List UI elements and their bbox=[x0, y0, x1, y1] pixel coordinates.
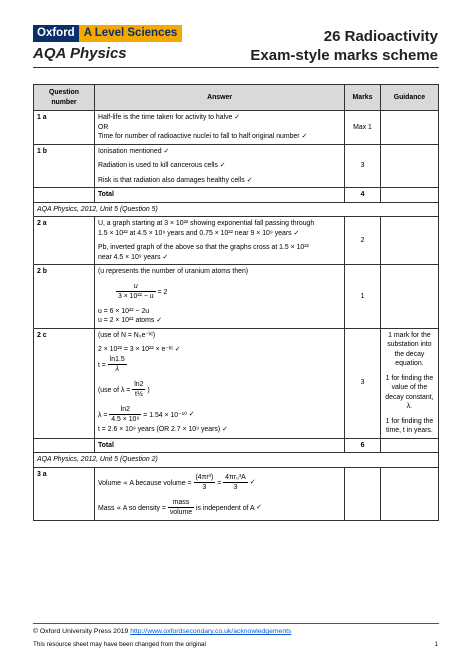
brand-oxford: Oxford bbox=[33, 25, 79, 42]
guidance-cell bbox=[380, 217, 438, 265]
fraction-numerator: (4πr³) bbox=[194, 473, 216, 484]
doc-title: Exam-style marks scheme bbox=[250, 47, 438, 64]
fraction-denominator: t½ bbox=[135, 391, 143, 398]
eq-rhs: ) bbox=[147, 386, 150, 394]
table-header-row bbox=[34, 85, 439, 111]
fraction-denominator: volume bbox=[169, 509, 193, 516]
copyright-text: © Oxford University Press 2019 bbox=[33, 628, 129, 635]
brand-logo bbox=[33, 25, 182, 42]
answer-cell bbox=[94, 144, 344, 188]
question-number: 1 a bbox=[34, 111, 95, 145]
page-number: 1 bbox=[434, 641, 438, 648]
answer-line: u = 2 × 10²² atoms ✓ bbox=[98, 316, 341, 326]
marks-cell: 3 bbox=[345, 328, 381, 438]
col-marks: Marks bbox=[345, 85, 381, 111]
source-label: AQA Physics, 2012, Unit 5 (Question 5) bbox=[34, 202, 439, 217]
answer-line: (use of N = N₀e⁻ᵏᵗ) bbox=[97, 331, 156, 339]
question-number: 2 b bbox=[34, 265, 95, 329]
fraction-numerator: mass bbox=[168, 498, 194, 509]
eq-lhs: Mass ∝ A so density = bbox=[97, 504, 166, 512]
col-question: Question number bbox=[34, 85, 95, 111]
fraction-numerator: u bbox=[116, 282, 156, 293]
fraction-denominator: λ bbox=[115, 366, 119, 373]
guidance-note: 1 for finding the time, t in years. bbox=[385, 417, 434, 434]
table-row bbox=[34, 144, 439, 188]
acknowledgements-link[interactable]: http://www.oxfordsecondary.co.uk/acknowledgements bbox=[130, 628, 292, 635]
total-row bbox=[34, 438, 439, 453]
answer-line: (u represents the number of uranium atoms then) bbox=[97, 268, 249, 275]
eq-rhs: = 1.54 × 10⁻¹⁰ ✓ bbox=[143, 411, 194, 418]
source-row bbox=[34, 453, 439, 468]
fraction-denominator: 3 × 10²² − u bbox=[117, 293, 154, 300]
guidance-cell bbox=[380, 265, 438, 329]
fraction-denominator: 3 bbox=[202, 484, 207, 491]
subject-title: AQA Physics bbox=[33, 45, 127, 62]
answer-line: OR bbox=[97, 123, 109, 131]
marks-cell: 2 bbox=[345, 217, 381, 265]
fraction-numerator: ln2 bbox=[109, 405, 141, 416]
table-row bbox=[34, 467, 439, 520]
answer-fraction-line bbox=[98, 282, 341, 302]
table-row bbox=[34, 265, 439, 329]
answer-cell bbox=[94, 265, 344, 329]
header-right bbox=[250, 27, 438, 65]
answer-line: t = 2.6 × 10⁹ years (OR 2.7 × 10⁹ years) ✓ bbox=[98, 425, 341, 435]
fraction-equals: = 2 bbox=[157, 288, 168, 296]
eq-lhs: λ = bbox=[97, 411, 108, 419]
total-row bbox=[34, 188, 439, 203]
table-row bbox=[34, 328, 439, 438]
marks-scheme-table bbox=[33, 84, 439, 521]
answer-line: Ionisation mentioned ✓ bbox=[98, 147, 341, 157]
fraction-numerator: ln1.5 bbox=[108, 355, 127, 366]
source-label: AQA Physics, 2012, Unit 5 (Question 2) bbox=[34, 453, 439, 468]
footer-copyright bbox=[33, 628, 291, 635]
fraction-denominator: 3 bbox=[233, 484, 238, 491]
marks-cell bbox=[345, 467, 381, 520]
answer-fraction-line bbox=[98, 473, 341, 493]
col-answer: Answer bbox=[94, 85, 344, 111]
fraction-numerator: 4πr₀³A bbox=[223, 473, 248, 484]
marks-cell: 3 bbox=[345, 144, 381, 188]
marks-cell: Max 1 bbox=[345, 111, 381, 145]
marks-cell: 1 bbox=[345, 265, 381, 329]
question-number: 2 a bbox=[34, 217, 95, 265]
eq-lhs: t = bbox=[97, 361, 106, 369]
answer-line: u = 6 × 10²² − 2u bbox=[97, 307, 150, 315]
table-row bbox=[34, 111, 439, 145]
table-row bbox=[34, 217, 439, 265]
answer-cell bbox=[94, 328, 344, 438]
col-guidance: Guidance bbox=[380, 85, 438, 111]
answer-line: Time for number of radioactive nuclei to fall to half original number ✓ bbox=[98, 132, 341, 142]
guidance-note: 1 for finding the value of the decay constant, λ. bbox=[385, 374, 434, 410]
question-number: 3 a bbox=[34, 467, 95, 520]
header-divider bbox=[33, 67, 439, 68]
question-number: 2 c bbox=[34, 328, 95, 438]
brand-a-level-sciences: A Level Sciences bbox=[79, 25, 183, 42]
total-marks: 6 bbox=[345, 438, 381, 453]
guidance-note: 1 mark for the substation into the decay equation. bbox=[387, 331, 432, 367]
eq-lhs: (use of λ = bbox=[97, 386, 131, 394]
fraction-denominator: 4.5 × 10⁹ bbox=[111, 416, 140, 423]
answer-line: Pb, inverted graph of the above so that the graphs cross at 1.5 × 10²² bbox=[97, 244, 309, 251]
guidance-cell bbox=[380, 111, 438, 145]
answer-fraction-line bbox=[98, 498, 341, 518]
answer-line: 1.5 × 10²² at 4.5 × 10⁹ years and 0.75 × 10²² near 9 × 10⁹ years ✓ bbox=[98, 229, 341, 239]
eq-mid: = bbox=[217, 479, 222, 487]
answer-line: 2 × 10²² = 3 × 10²² × e⁻ᵏᵗ ✓ bbox=[98, 345, 341, 355]
answer-cell bbox=[94, 467, 344, 520]
chapter-title: 26 Radioactivity bbox=[323, 28, 438, 45]
answer-line: near 4.5 × 10⁹ years ✓ bbox=[98, 253, 341, 263]
total-marks: 4 bbox=[345, 188, 381, 203]
answer-cell bbox=[94, 111, 344, 145]
source-row bbox=[34, 202, 439, 217]
eq-rhs: is independent of A ✓ bbox=[196, 504, 262, 511]
question-number: 1 b bbox=[34, 144, 95, 188]
answer-cell bbox=[94, 217, 344, 265]
answer-fraction-line bbox=[98, 405, 341, 425]
answer-fraction-line bbox=[98, 355, 341, 375]
total-label: Total bbox=[94, 438, 344, 453]
answer-line: Risk is that radiation also damages healthy cells ✓ bbox=[98, 176, 341, 186]
fraction-numerator: ln2 bbox=[132, 380, 145, 391]
guidance-cell bbox=[380, 467, 438, 520]
guidance-cell bbox=[380, 144, 438, 188]
answer-fraction-line bbox=[98, 380, 341, 400]
answer-line: U, a graph starting at 3 × 10²² showing exponential fall passing through bbox=[97, 220, 315, 227]
answer-line: Half-life is the time taken for activity to halve ✓ bbox=[98, 113, 341, 123]
eq-lhs: Volume ∝ A because volume = bbox=[97, 479, 192, 487]
footer-note: This resource sheet may have been changed from the original bbox=[33, 641, 206, 648]
guidance-cell bbox=[380, 328, 438, 438]
footer-divider bbox=[33, 623, 439, 624]
total-label: Total bbox=[94, 188, 344, 203]
answer-line: Radiation is used to kill cancerous cells ✓ bbox=[98, 161, 341, 171]
